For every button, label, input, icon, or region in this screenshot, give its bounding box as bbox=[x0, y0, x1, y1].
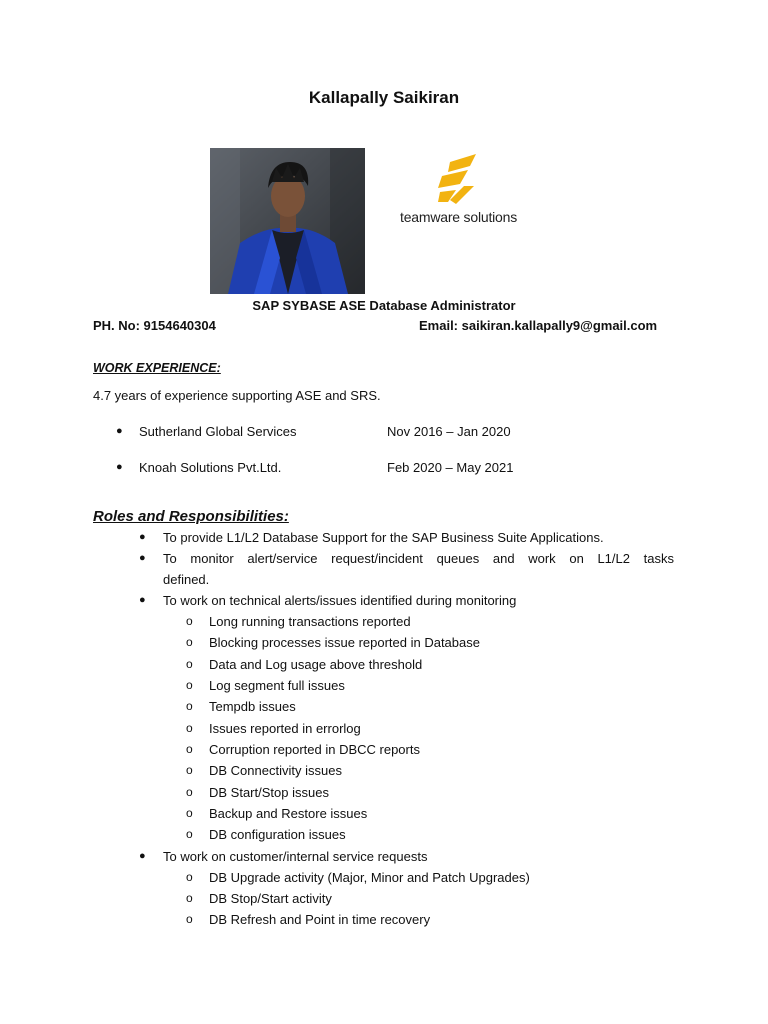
job-company: Knoah Solutions Pvt.Ltd. bbox=[139, 460, 282, 475]
bullet-icon: ● bbox=[139, 552, 146, 564]
bullet-icon: ● bbox=[116, 425, 123, 437]
bullet-icon: ● bbox=[139, 850, 146, 862]
sub-item: Issues reported in errorlog bbox=[209, 721, 361, 736]
profile-photo bbox=[210, 148, 365, 294]
phone-number: PH. No: 9154640304 bbox=[93, 318, 216, 333]
circle-bullet-icon: o bbox=[186, 763, 193, 777]
sub-item: Blocking processes issue reported in Database bbox=[209, 635, 480, 650]
job-period: Nov 2016 – Jan 2020 bbox=[387, 424, 511, 439]
bullet-icon: ● bbox=[139, 531, 146, 543]
experience-summary: 4.7 years of experience supporting ASE and SRS. bbox=[93, 388, 381, 403]
bullet-icon: ● bbox=[139, 594, 146, 606]
sub-item: Corruption reported in DBCC reports bbox=[209, 742, 420, 757]
sub-item: Data and Log usage above threshold bbox=[209, 657, 423, 672]
circle-bullet-icon: o bbox=[186, 721, 193, 735]
company-logo-text: teamware solutions bbox=[400, 209, 518, 225]
circle-bullet-icon: o bbox=[186, 678, 193, 692]
candidate-name: Kallapally Saikiran bbox=[308, 88, 460, 107]
circle-bullet-icon: o bbox=[186, 699, 193, 713]
sub-item: Backup and Restore issues bbox=[209, 806, 368, 821]
role-item: To work on technical alerts/issues identified during monitoring bbox=[163, 593, 517, 608]
circle-bullet-icon: o bbox=[186, 614, 193, 628]
sub-item: DB Start/Stop issues bbox=[209, 785, 329, 800]
job-company: Sutherland Global Services bbox=[139, 424, 297, 439]
sub-item: DB Upgrade activity (Major, Minor and Patch Upgrades) bbox=[209, 870, 530, 885]
circle-bullet-icon: o bbox=[186, 657, 193, 671]
circle-bullet-icon: o bbox=[186, 870, 193, 884]
circle-bullet-icon: o bbox=[186, 891, 193, 905]
circle-bullet-icon: o bbox=[186, 827, 193, 841]
email-address: Email: saikiran.kallapally9@gmail.com bbox=[419, 318, 658, 333]
role-item: To monitor alert/service request/incident queues and work on L1/L2 tasks bbox=[163, 551, 674, 566]
circle-bullet-icon: o bbox=[186, 635, 193, 649]
sub-item: DB configuration issues bbox=[209, 827, 346, 842]
sub-item: Long running transactions reported bbox=[209, 614, 411, 629]
sub-item: Log segment full issues bbox=[209, 678, 345, 693]
sub-item: DB Stop/Start activity bbox=[209, 891, 332, 906]
role-item: To work on customer/internal service requests bbox=[163, 849, 428, 864]
sub-item: DB Connectivity issues bbox=[209, 763, 342, 778]
circle-bullet-icon: o bbox=[186, 806, 193, 820]
circle-bullet-icon: o bbox=[186, 742, 193, 756]
sub-item: DB Refresh and Point in time recovery bbox=[209, 912, 431, 927]
role-item: To provide L1/L2 Database Support for the SAP Business Suite Applications. bbox=[163, 530, 604, 545]
circle-bullet-icon: o bbox=[186, 912, 193, 926]
role-item-continuation: defined. bbox=[163, 572, 210, 587]
bullet-icon: ● bbox=[116, 461, 123, 473]
roles-heading: Roles and Responsibilities: bbox=[93, 508, 289, 525]
sub-item: Tempdb issues bbox=[209, 699, 296, 714]
work-experience-heading: WORK EXPERIENCE: bbox=[93, 361, 221, 375]
circle-bullet-icon: o bbox=[186, 785, 193, 799]
job-period: Feb 2020 – May 2021 bbox=[387, 460, 514, 475]
job-title: SAP SYBASE ASE Database Administrator bbox=[252, 298, 516, 313]
